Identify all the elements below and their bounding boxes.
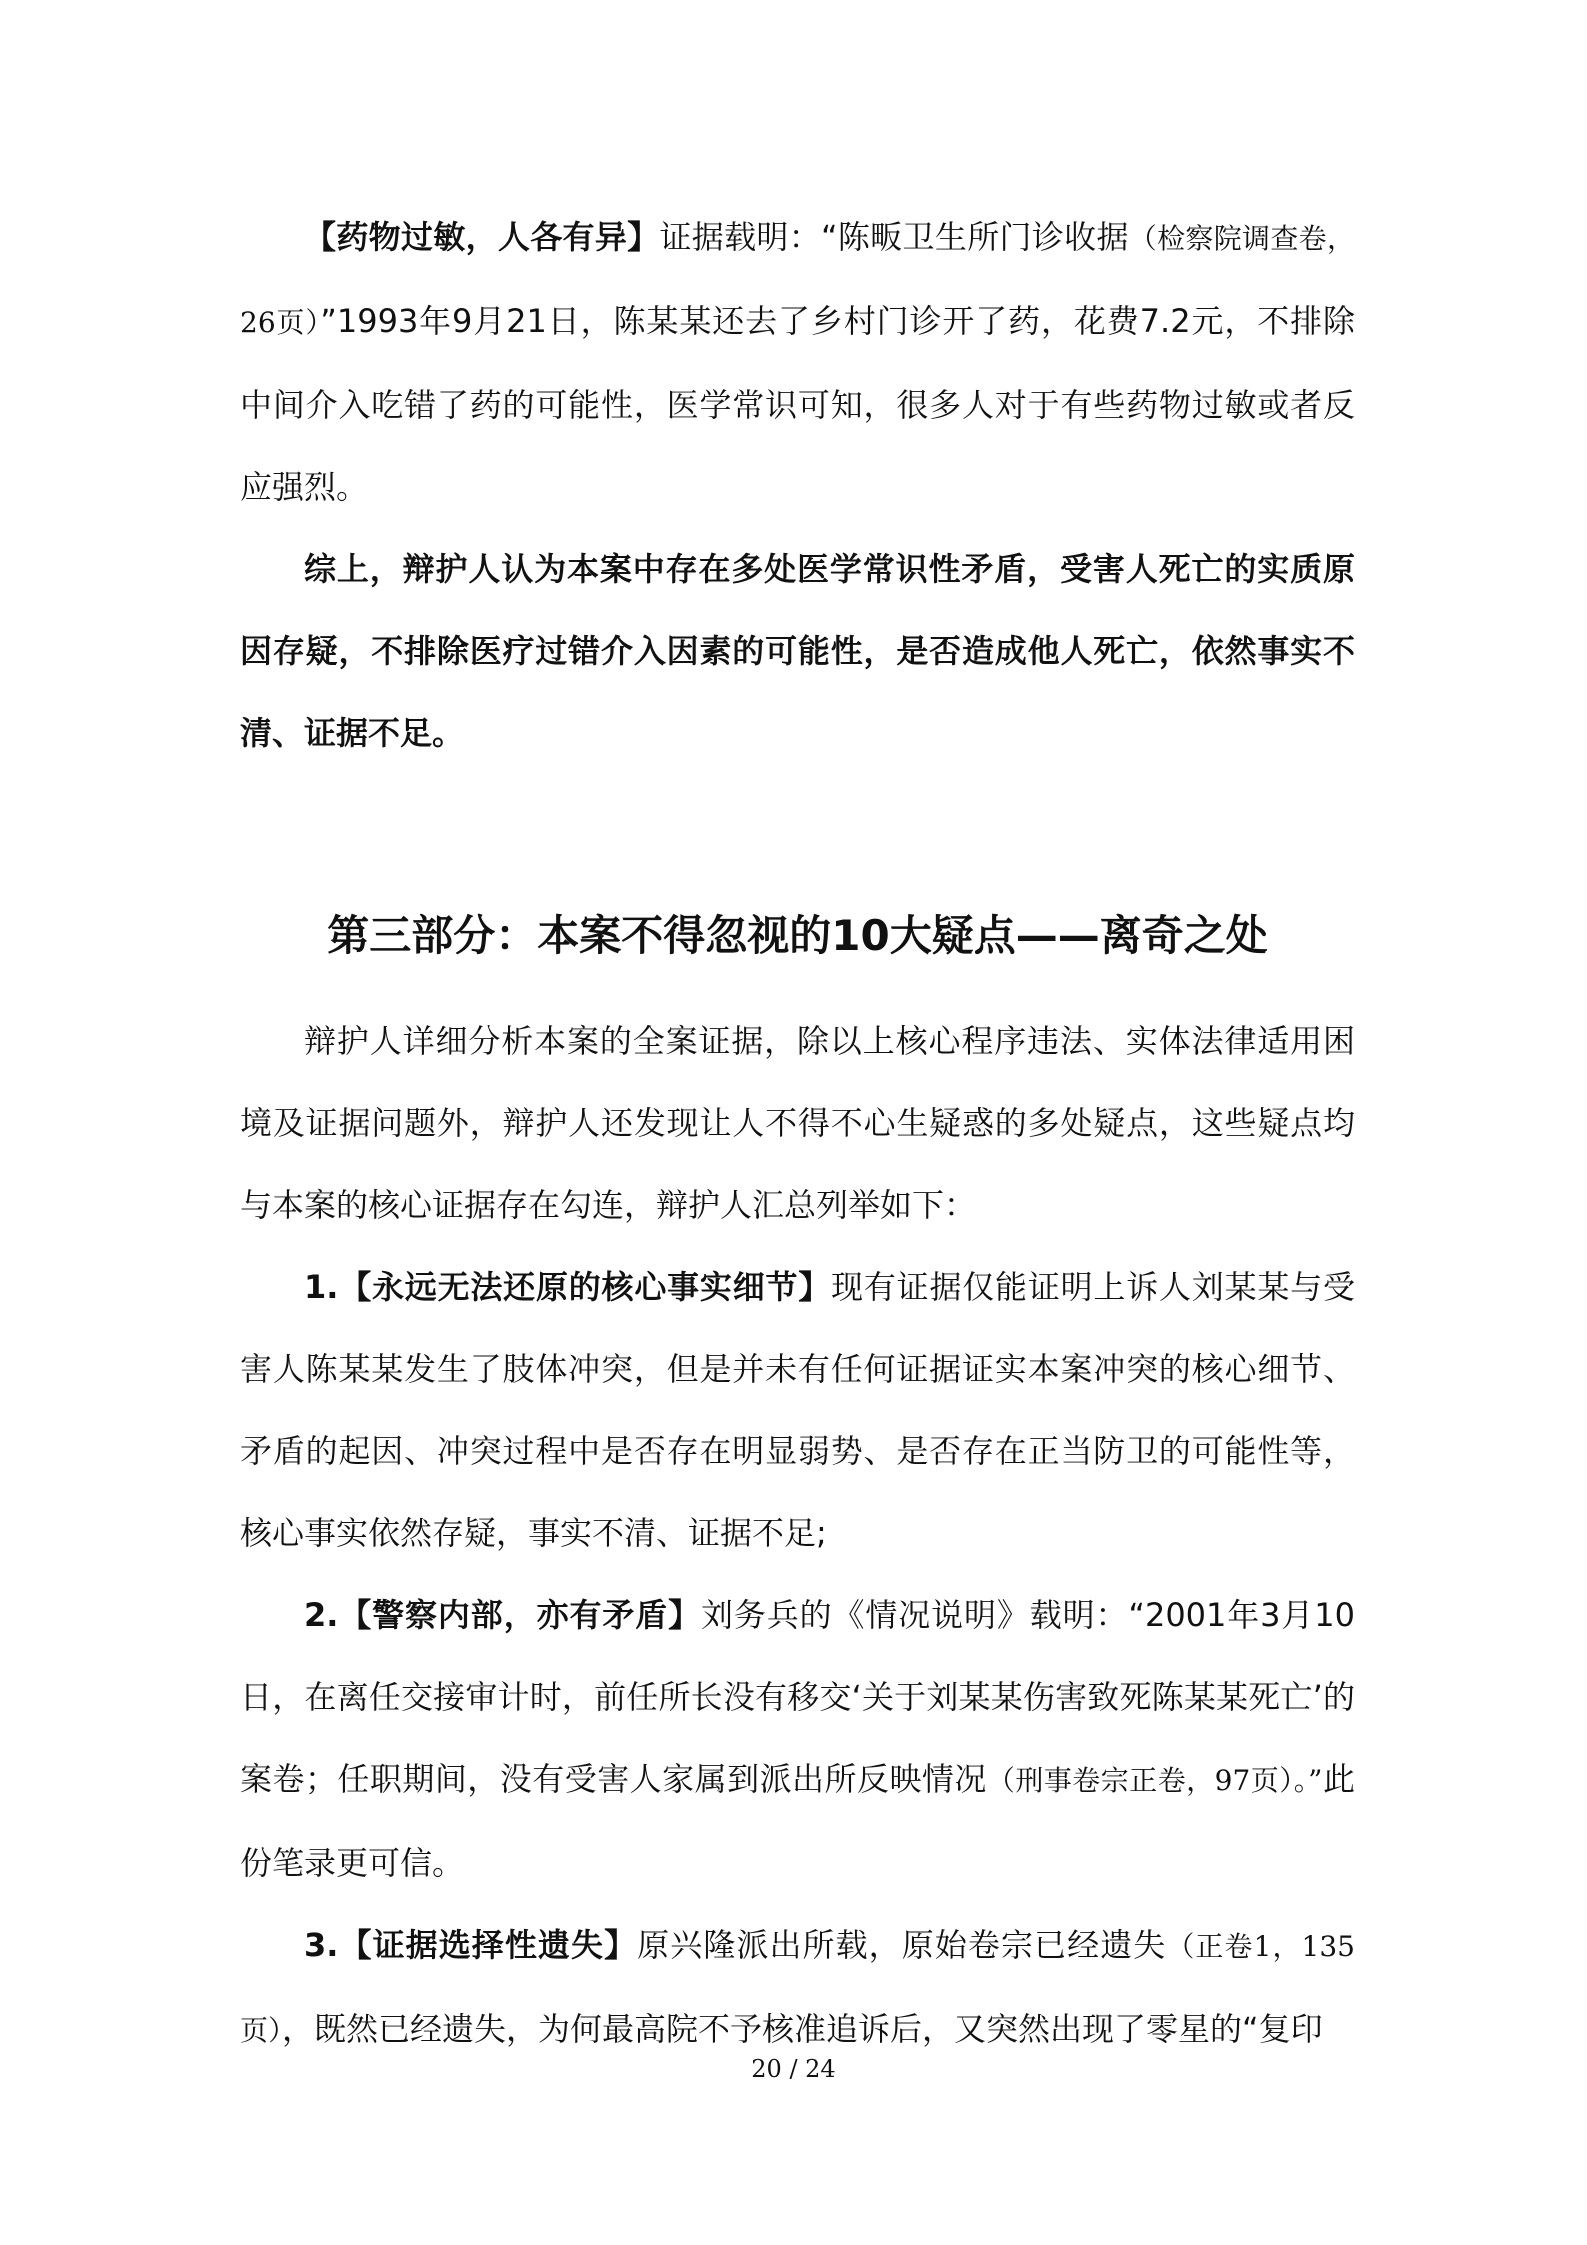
- list-item-text: 原兴隆派出所载，原始卷宗已经遗失: [637, 1926, 1167, 1964]
- paragraph-drug-allergy: [240, 196, 1355, 528]
- list-item-text: 此份笔录更可信。: [240, 1760, 1355, 1882]
- paragraph-conclusion: 综上，辩护人认为本案中存在多处医学常识性矛盾，受害人死亡的实质原因存疑，不排除医疗过错介入因素的可能性，是否造成他人死亡，依然事实不清、证据不足。: [240, 550, 1355, 752]
- list-item-3: [240, 1904, 1355, 2072]
- list-item-1: [240, 1246, 1355, 1574]
- page-content: [240, 196, 1355, 2072]
- section-title: 第三部分：本案不得忽视的10大疑点——离奇之处: [327, 911, 1268, 960]
- paragraph-heading: 【药物过敏，人各有异】: [304, 218, 660, 256]
- list-item-text: 现有证据仅能证明上诉人刘某某与受害人陈某某发生了肢体冲突，但是并未有任何证据证实本案冲突的核心细节、矛盾的起因、冲突过程中是否存在明显弱势、是否存在正当防卫的可能性等，核心事实依然存疑，事实不清、证据不足;: [240, 1268, 1355, 1552]
- list-item-text: 刘务兵的《情况说明》载明：“2001年3月10日，在离任交接审计时，前任所长没有移交‘关于刘某某伤害致死陈某某死亡’的案卷；任职期间，没有受害人家属到派出所反映情况: [240, 1596, 1355, 1798]
- list-item-2: [240, 1574, 1355, 1904]
- page-number: 20 / 24: [751, 2055, 836, 2083]
- citation: （正卷1，135页）: [240, 1930, 1355, 2047]
- paragraph-text: ”1993年9月21日，陈某某还去了乡村门诊开了药，花费7.2元，不排除中间介入吃错了药的可能性，医学常识可知，很多人对于有些药物过敏或者反应强烈。: [240, 302, 1355, 506]
- list-item-heading: 2.【警察内部，亦有矛盾】: [304, 1596, 701, 1634]
- citation: （刑事卷宗正卷，97页）。”: [986, 1764, 1323, 1797]
- paragraph-intro: 辩护人详细分析本案的全案证据，除以上核心程序违法、实体法律适用困境及证据问题外，辩护人还发现让人不得不心生疑惑的多处疑点，这些疑点均与本案的核心证据存在勾连，辩护人汇总列举如下：: [240, 1022, 1355, 1224]
- list-item-heading: 1.【永远无法还原的核心事实细节】: [304, 1268, 832, 1306]
- citation: （检察院调查卷，26页）: [240, 222, 1355, 339]
- list-item-text: ，既然已经遗失，为何最高院不予核准追诉后，又突然出现了零星的“复印: [282, 2010, 1323, 2048]
- paragraph-text: 证据载明：“陈畈卫生所门诊收据: [659, 218, 1129, 256]
- list-item-heading: 3.【证据选择性遗失】: [304, 1926, 638, 1964]
